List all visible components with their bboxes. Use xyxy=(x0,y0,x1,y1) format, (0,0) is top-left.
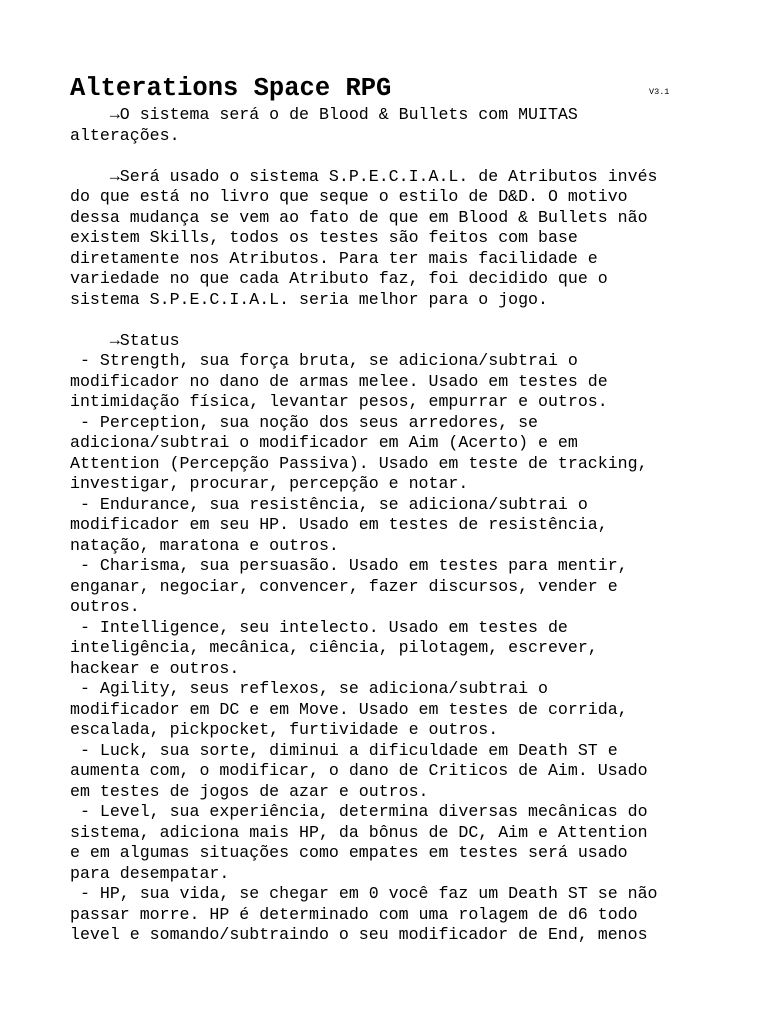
text-line: modificador em DC e em Move. Usado em testes de corrida, xyxy=(70,699,628,719)
text-line: - Level, sua experiência, determina diversas mecânicas do xyxy=(70,802,648,821)
text-line: →O sistema será o de Blood & Bullets com MUITAS xyxy=(70,105,578,124)
text-line: - Charisma, sua persuasão. Usado em testes para mentir, xyxy=(70,556,628,575)
text-line: aumenta com, o modificar, o dano de Criticos de Aim. Usado xyxy=(70,761,648,780)
text-line: - Intelligence, seu intelecto. Usado em testes de xyxy=(70,617,568,637)
text-line: - Perception, sua noção dos seus arredores, se xyxy=(70,412,539,432)
text-line: alterações. xyxy=(70,125,180,145)
document-title: Alterations Space RPG xyxy=(70,74,392,103)
text-line: investigar, procurar, percepção e notar. xyxy=(70,474,469,493)
text-line: sistema, adiciona mais HP, da bônus de DC, Aim e Attention xyxy=(70,822,648,842)
text-line: hackear e outros. xyxy=(70,658,240,678)
text-line: →Status xyxy=(70,330,180,350)
text-line: →Será usado o sistema S.P.E.C.I.A.L. de Atributos invés xyxy=(70,166,658,186)
text-line: natação, maratona e outros. xyxy=(70,535,339,555)
text-line xyxy=(70,146,710,167)
text-line: escalada, pickpocket, furtividade e outros. xyxy=(70,720,499,739)
text-line: adiciona/subtrai o modificador em Aim (Acerto) e em xyxy=(70,433,578,452)
text-line: Attention (Percepção Passiva). Usado em teste de tracking, xyxy=(70,453,648,473)
text-line xyxy=(70,310,710,331)
text-line: - Strength, sua força bruta, se adiciona/subtrai o xyxy=(70,351,578,370)
text-line: do que está no livro que seque o estilo de D&D. O motivo xyxy=(70,187,628,206)
text-line: outros. xyxy=(70,597,140,616)
text-line: para desempatar. xyxy=(70,863,230,883)
text-line: modificador em seu HP. Usado em testes de resistência, xyxy=(70,515,608,534)
text-line: diretamente nos Atributos. Para ter mais facilidade e xyxy=(70,248,598,268)
version-label: V3.1 xyxy=(649,87,670,97)
text-line: existem Skills, todos os testes são feitos com base xyxy=(70,228,578,247)
text-line: intimidação física, levantar pesos, empurrar e outros. xyxy=(70,392,608,411)
text-line: level e somando/subtraindo o seu modificador de End, menos xyxy=(70,925,648,944)
text-line: variedade no que cada Atributo faz, foi decidido que o xyxy=(70,269,608,288)
text-line: em testes de jogos de azar e outros. xyxy=(70,781,429,801)
document-body xyxy=(70,105,710,946)
text-line: - Luck, sua sorte, diminui a dificuldade em Death ST e xyxy=(70,740,618,760)
text-line: dessa mudança se vem ao fato de que em Blood & Bullets não xyxy=(70,207,648,227)
text-line: e em algumas situações como empates em testes será usado xyxy=(70,843,628,862)
text-line: enganar, negociar, convencer, fazer discursos, vender e xyxy=(70,576,618,596)
text-line: - HP, sua vida, se chegar em 0 você faz um Death ST se não xyxy=(70,884,658,903)
text-line: - Agility, seus reflexos, se adiciona/subtrai o xyxy=(70,679,548,698)
text-line: sistema S.P.E.C.I.A.L. seria melhor para o jogo. xyxy=(70,289,548,309)
text-line: passar morre. HP é determinado com uma rolagem de d6 todo xyxy=(70,904,638,924)
text-line: inteligência, mecânica, ciência, pilotagem, escrever, xyxy=(70,638,598,657)
text-line: modificador no dano de armas melee. Usado em testes de xyxy=(70,371,608,391)
text-line: - Endurance, sua resistência, se adiciona/subtrai o xyxy=(70,494,588,514)
